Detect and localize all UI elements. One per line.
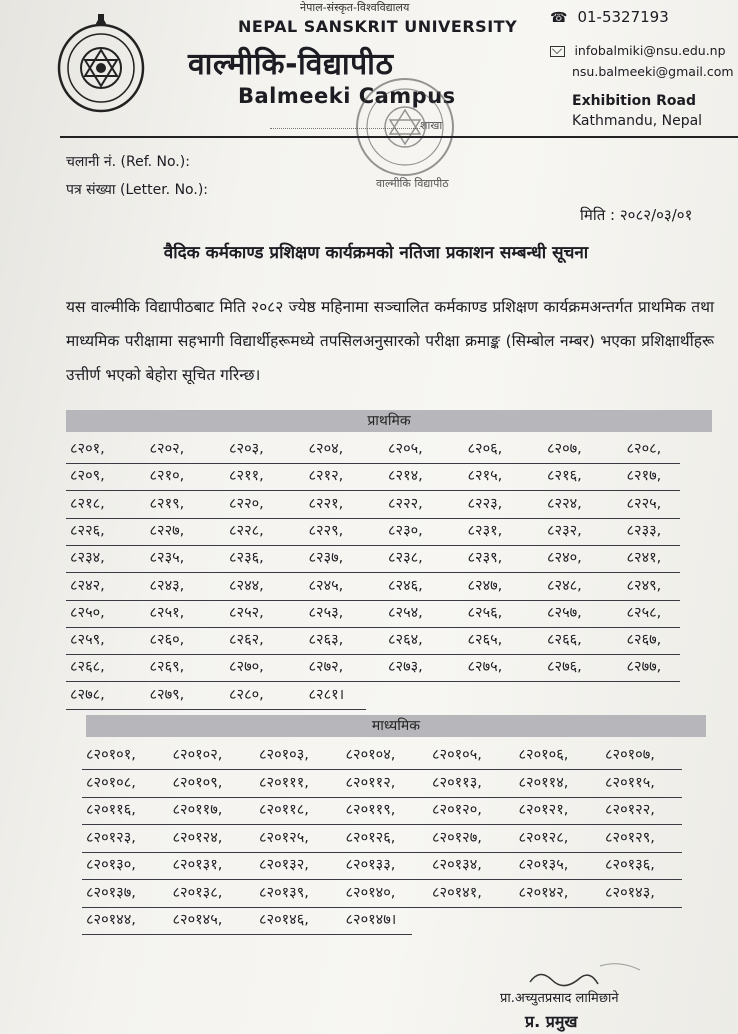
primary-symbol-number: ८२३८,: [388, 550, 423, 567]
primary-symbol-number: ८२५२,: [229, 604, 264, 621]
secondary-row: [82, 797, 682, 825]
secondary-symbol-number: ८२०१२८,: [518, 829, 569, 846]
university-name-devanagari: नेपाल-संस्कृत-विश्वविद्यालय: [300, 1, 410, 14]
secondary-row: [82, 770, 682, 798]
primary-symbol-number: ८२३५,: [149, 550, 185, 567]
email-primary: infobalmiki@nsu.edu.np: [574, 43, 726, 58]
secondary-row: [82, 907, 412, 935]
primary-symbol-number: ८२२६,: [70, 522, 105, 539]
mail-icon: [550, 46, 565, 57]
secondary-symbol-number: ८२०१४५,: [172, 912, 223, 928]
notice-body: यस वाल्मीकि विद्यापीठबाट मिति २०८२ ज्येष्ठ महिनामा सञ्चालित कर्मकाण्ड प्रशिक्षण कार्यक्रमअन्तर्गत प्राथमिक तथा माध्यमिक परीक्षामा सहभागी विद्यार्थीहरूमध्ये तपसिलअनुसारको परीक्षा क्रमाङ्क (सिम्बोल नम्बर) भएका प्रशिक्षार्थीहरू उत्तीर्ण भएको बेहोरा सूचित गरिन्छ।: [66, 298, 714, 384]
primary-symbol-number: ८२८१।: [308, 686, 345, 703]
secondary-symbol-number: ८२०१२७,: [432, 829, 482, 846]
secondary-row: [82, 852, 682, 880]
email-row: [550, 44, 726, 58]
primary-symbol-number: ८२०२,: [149, 441, 185, 457]
phone-number: 01-5327193: [577, 8, 669, 26]
secondary-symbol-number: ८२०१३६,: [605, 857, 655, 873]
primary-symbol-number: ८२३३,: [626, 522, 662, 539]
campus-stamp-icon: [350, 72, 460, 190]
address-line-1: Exhibition Road: [572, 93, 696, 109]
primary-symbol-number: ८२१५,: [467, 468, 503, 485]
phone-row: [550, 10, 669, 25]
primary-symbol-number: ८२२२,: [388, 495, 423, 512]
primary-symbol-number: ८२६६,: [547, 632, 582, 649]
primary-symbol-number: ८२०१,: [70, 441, 105, 457]
primary-symbol-number: ८२४६,: [388, 577, 423, 594]
primary-symbol-number: ८२३२,: [547, 522, 582, 539]
secondary-symbol-number: ८२०११६,: [86, 802, 136, 818]
notice-title: वैदिक कर्मकाण्ड प्रशिक्षण कार्यक्रमको नतिजा प्रकाशन सम्बन्धी सूचना: [163, 243, 589, 263]
primary-symbol-number: ८२८०,: [229, 686, 264, 703]
secondary-symbol-number: ८२०१४२,: [518, 884, 569, 901]
secondary-symbol-number: ८२०१४०,: [345, 884, 396, 901]
secondary-section-heading: माध्यमिक: [86, 715, 706, 737]
letter-number-label: पत्र संख्या (Letter. No.):: [66, 182, 208, 198]
secondary-symbol-number: ८२०१३१,: [172, 857, 223, 873]
primary-symbol-number: ८२६७,: [626, 632, 662, 649]
primary-symbol-number: ८२२५,: [626, 495, 662, 512]
secondary-symbol-number: ८२०११२,: [345, 774, 396, 791]
phone-icon: ☎: [550, 10, 568, 26]
secondary-symbol-number: ८२०१३०,: [86, 857, 136, 873]
secondary-row: [82, 742, 682, 770]
primary-symbol-number: ८२२३,: [467, 495, 503, 512]
primary-symbol-number: ८२६९,: [149, 659, 185, 676]
primary-symbol-number: ८२०७,: [547, 441, 582, 457]
campus-name-english: Balmeeki Campus: [238, 84, 456, 108]
primary-symbol-number: ८२७२,: [308, 659, 344, 676]
primary-symbol-number: ८२२१,: [308, 495, 344, 512]
primary-symbol-number: ८२५०,: [70, 604, 105, 621]
secondary-symbol-number: ८२०१०८,: [86, 774, 136, 791]
secondary-symbol-number: ८२०१२३,: [86, 829, 136, 846]
secondary-symbol-number: ८२०१२१,: [518, 802, 569, 818]
secondary-symbol-number: ८२०१३७,: [86, 884, 136, 901]
secondary-symbol-number: ८२०१२०,: [432, 802, 482, 818]
primary-symbol-number: ८२५६,: [467, 604, 503, 621]
primary-symbol-number: ८२७५,: [467, 659, 503, 676]
primary-symbol-number: ८२०५,: [388, 441, 423, 457]
campus-name-devanagari: वाल्मीकि-विद्यापीठ: [188, 47, 394, 82]
primary-symbol-number: ८२५१,: [149, 604, 185, 621]
secondary-symbol-number: ८२०१३२,: [259, 857, 309, 873]
secondary-symbol-number: ८२०१०६,: [518, 747, 569, 763]
secondary-symbol-number: ८२०१३८,: [172, 884, 223, 901]
primary-symbol-number: ८२६५,: [467, 632, 503, 649]
secondary-symbol-number: ८२०१३९,: [259, 884, 309, 901]
primary-row: [66, 600, 680, 628]
secondary-symbol-number: ८२०१२६,: [345, 829, 396, 846]
secondary-symbol-number: ८२०१०७,: [605, 747, 655, 763]
primary-symbol-number: ८२४५,: [308, 577, 344, 594]
primary-symbol-number: ८२२७,: [149, 522, 185, 539]
secondary-symbol-number: ८२०११७,: [172, 802, 223, 818]
primary-symbol-number: ८२२०,: [229, 495, 264, 512]
primary-symbol-number: ८२०६,: [467, 441, 503, 457]
notice-date: मिति : २०८२/०३/०१: [580, 206, 693, 224]
secondary-symbol-number: ८२०११३,: [432, 774, 482, 791]
primary-symbol-number: ८२३१,: [467, 522, 503, 539]
university-name-english: NEPAL SANSKRIT UNIVERSITY: [238, 17, 518, 36]
primary-symbol-number: ८२३६,: [229, 550, 264, 567]
primary-symbol-number: ८२१४,: [388, 468, 423, 485]
primary-row: [66, 545, 680, 573]
secondary-symbol-number: ८२०१३३,: [345, 857, 396, 873]
secondary-symbol-number: ८२०१०१,: [86, 747, 136, 763]
primary-row: [66, 682, 366, 710]
primary-symbol-number: ८२०३,: [229, 441, 264, 457]
primary-symbol-number: ८२७०,: [229, 659, 264, 676]
primary-symbol-number: ८२७६,: [547, 659, 582, 676]
primary-row: [66, 436, 680, 464]
primary-symbol-number: ८२५९,: [70, 632, 105, 649]
secondary-symbol-number: ८२०१०४,: [345, 747, 396, 763]
secondary-symbol-number: ८२०१११,: [259, 774, 309, 791]
secondary-symbol-number: ८२०१०२,: [172, 747, 223, 763]
university-logo-icon: [55, 8, 147, 114]
secondary-symbol-number: ८२०१४६,: [259, 912, 309, 928]
primary-symbol-number: ८२४३,: [149, 577, 185, 594]
primary-symbol-number: ८२३४,: [70, 550, 105, 567]
primary-row: [66, 573, 680, 601]
secondary-symbol-number: ८२०१४४,: [86, 912, 136, 928]
email-secondary: nsu.balmeeki@gmail.com: [572, 64, 734, 79]
primary-symbol-number: ८२७८,: [70, 686, 105, 703]
secondary-symbol-number: ८२०१२५,: [259, 829, 309, 846]
primary-symbol-number: ८२१९,: [149, 495, 185, 512]
primary-symbol-number: ८२५३,: [308, 604, 344, 621]
branch-label: शाखा: [420, 119, 443, 132]
secondary-symbol-number: ८२०११८,: [259, 802, 309, 818]
secondary-symbol-number: ८२०१२९,: [605, 829, 655, 846]
secondary-row: [82, 825, 682, 853]
secondary-symbol-number: ८२०११५,: [605, 774, 655, 791]
primary-row: [66, 463, 680, 491]
primary-symbol-number: ८२२८,: [229, 522, 264, 539]
primary-symbol-number: ८२७७,: [626, 659, 662, 676]
primary-symbol-number: ८२५८,: [626, 604, 662, 621]
primary-symbol-number: ८२३७,: [308, 550, 344, 567]
primary-symbol-number: ८२४०,: [547, 550, 582, 567]
secondary-symbol-number: ८२०१४१,: [432, 884, 482, 901]
primary-symbol-number: ८२१७,: [626, 468, 662, 485]
secondary-symbol-number: ८२०१०३,: [259, 747, 309, 763]
primary-symbol-number: ८२२४,: [547, 495, 582, 512]
primary-symbol-number: ८२४१,: [626, 550, 662, 567]
primary-symbol-number: ८२६२,: [229, 632, 264, 649]
ref-number-label: चलानी नं. (Ref. No.):: [66, 154, 190, 170]
primary-row: [66, 627, 680, 655]
secondary-symbol-number: ८२०१३५,: [518, 857, 569, 873]
secondary-symbol-number: ८२०१४७।: [345, 912, 397, 928]
primary-symbol-number: ८२४९,: [626, 577, 662, 594]
primary-symbol-number: ८२१६,: [547, 468, 582, 485]
primary-symbol-number: ८२१०,: [149, 468, 185, 485]
primary-symbol-number: ८२४७,: [467, 577, 503, 594]
primary-symbol-number: ८२७३,: [388, 659, 423, 676]
secondary-symbol-number: ८२०११९,: [345, 802, 396, 818]
primary-symbol-number: ८२५७,: [547, 604, 582, 621]
primary-section-heading: प्राथमिक: [66, 410, 712, 432]
primary-symbol-number: ८२६८,: [70, 659, 105, 676]
primary-symbol-number: ८२४२,: [70, 577, 105, 594]
signatory-name: प्रा.अच्युतप्रसाद लामिछाने: [500, 991, 619, 1006]
secondary-symbol-number: ८२०१३४,: [432, 857, 482, 873]
primary-symbol-number: ८२३०,: [388, 522, 423, 539]
primary-symbol-number: ८२०९,: [70, 468, 105, 485]
signatory-post: प्र. प्रमुख: [525, 1012, 578, 1031]
primary-symbol-number: ८२४४,: [229, 577, 264, 594]
primary-symbol-number: ८२११,: [229, 468, 264, 485]
secondary-symbol-number: ८२०१०५,: [432, 747, 482, 763]
primary-symbol-number: ८२७९,: [149, 686, 185, 703]
primary-symbol-number: ८२६४,: [388, 632, 423, 649]
primary-symbol-number: ८२५४,: [388, 604, 423, 621]
primary-symbol-number: ८२०४,: [308, 441, 344, 457]
primary-symbol-number: ८२०८,: [626, 441, 662, 457]
secondary-row: [82, 880, 682, 908]
primary-symbol-number: ८२२९,: [308, 522, 344, 539]
primary-row: [66, 654, 680, 682]
address-line-2: Kathmandu, Nepal: [572, 113, 703, 129]
secondary-symbol-number: ८२०१४३,: [605, 884, 655, 901]
secondary-symbol-number: ८२०१२२,: [605, 802, 655, 818]
primary-symbol-number: ८२६०,: [149, 632, 185, 649]
primary-symbol-number: ८२६३,: [308, 632, 344, 649]
primary-symbol-number: ८२१८,: [70, 495, 105, 512]
header-divider: [60, 136, 738, 138]
primary-symbol-number: ८२४८,: [547, 577, 582, 594]
secondary-symbol-number: ८२०११४,: [518, 774, 569, 791]
stamp-text: वाल्मीकि विद्यापीठ: [376, 177, 449, 190]
secondary-symbol-number: ८२०१२४,: [172, 829, 223, 846]
primary-symbol-number: ८२३९,: [467, 550, 503, 567]
primary-row: [66, 518, 680, 546]
primary-row: [66, 491, 680, 519]
primary-symbol-number: ८२१२,: [308, 468, 344, 485]
secondary-symbol-number: ८२०१०९,: [172, 774, 223, 791]
